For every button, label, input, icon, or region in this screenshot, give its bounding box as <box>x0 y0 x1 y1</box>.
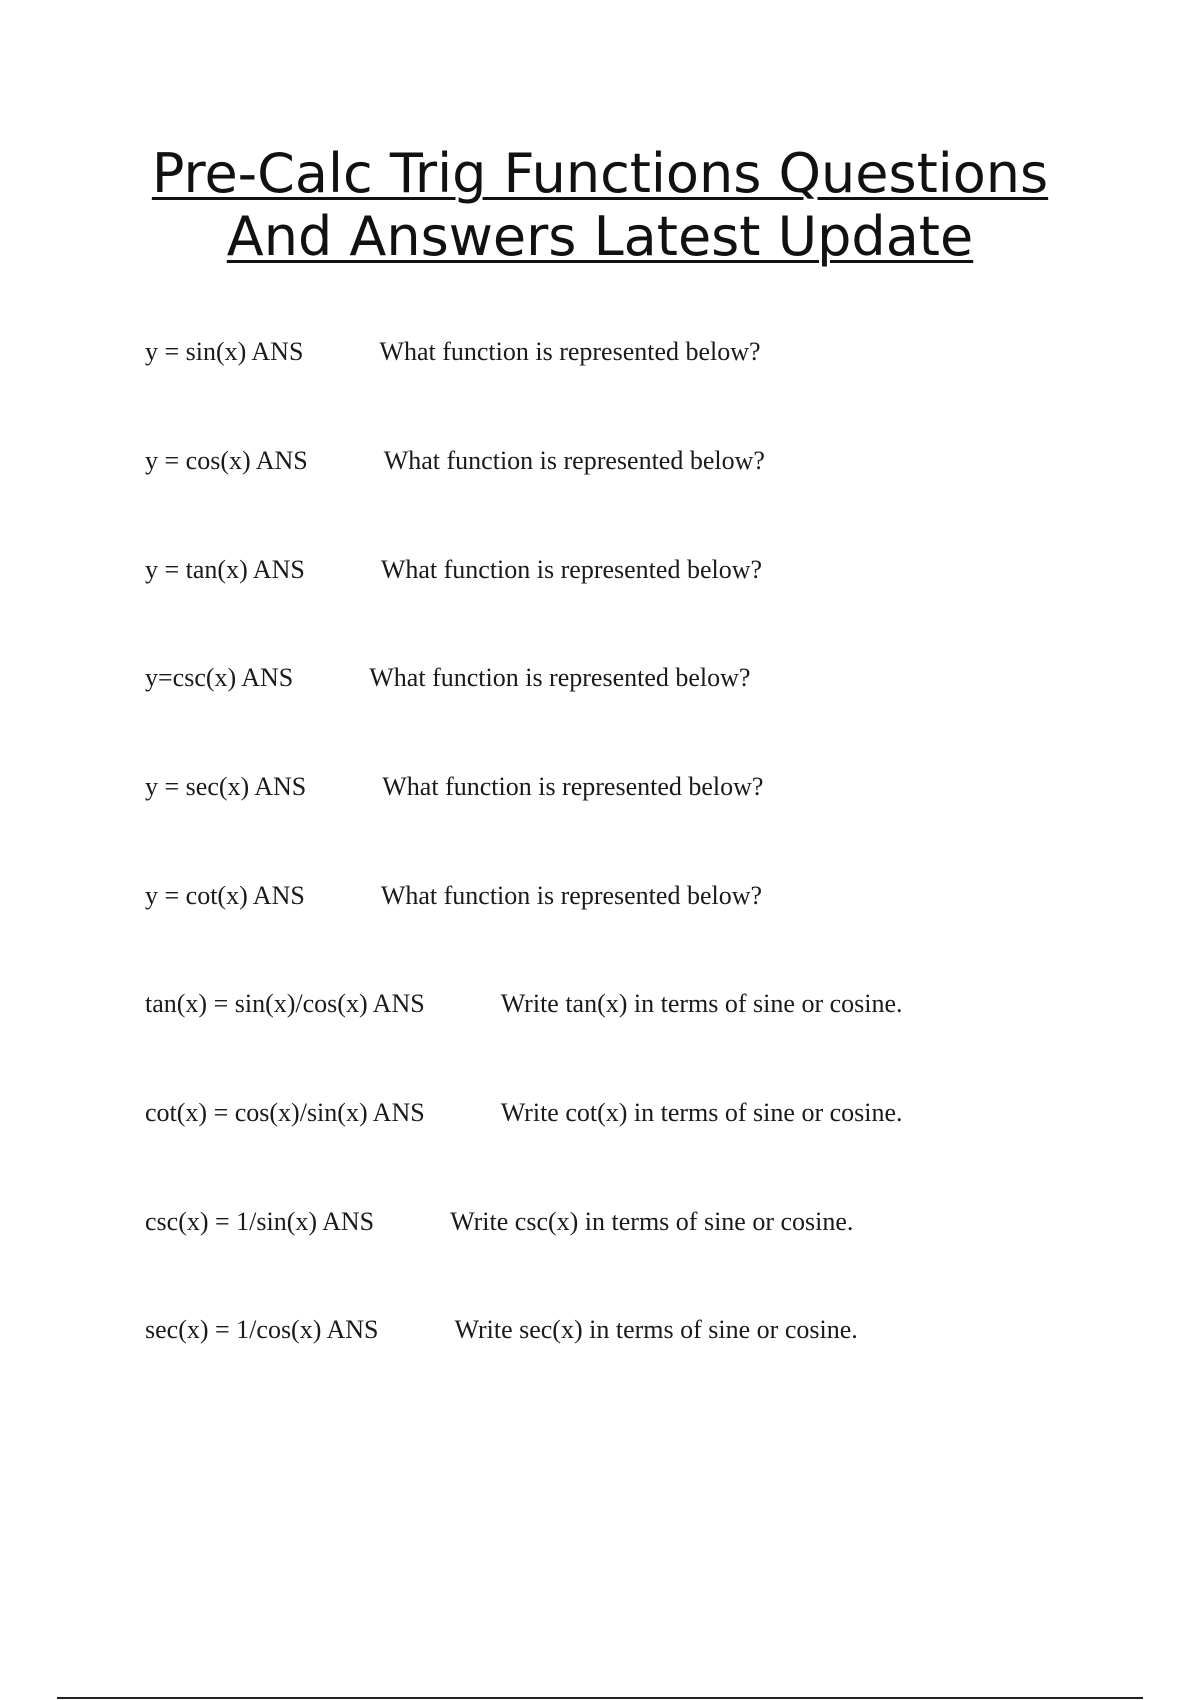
qa-question: What function is represented below? <box>383 446 765 475</box>
qa-item <box>145 984 1145 1024</box>
footer-divider <box>57 1697 1143 1699</box>
qa-question: What function is represented below? <box>369 663 751 692</box>
qa-question: What function is represented below? <box>380 881 763 910</box>
qa-answer: y = sin(x) ANS <box>145 337 304 366</box>
qa-item <box>145 1202 1145 1242</box>
qa-item <box>145 550 1145 590</box>
qa-question: Write sec(x) in terms of sine or cosine. <box>454 1315 858 1344</box>
qa-answer: y = sec(x) ANS <box>145 772 307 801</box>
qa-item <box>145 332 1145 372</box>
qa-item <box>145 658 1145 698</box>
qa-item <box>145 876 1145 916</box>
qa-answer: cot(x) = cos(x)/sin(x) ANS <box>145 1098 425 1127</box>
qa-answer: y = cos(x) ANS <box>145 446 308 475</box>
qa-answer: y = cot(x) ANS <box>145 881 305 910</box>
page-title-line-2: And Answers Latest Update <box>226 205 974 268</box>
qa-item <box>145 1310 1145 1350</box>
qa-question: What function is represented below? <box>379 337 761 366</box>
qa-answer: csc(x) = 1/sin(x) ANS <box>145 1207 375 1236</box>
qa-answer: tan(x) = sin(x)/cos(x) ANS <box>145 989 425 1018</box>
qa-item <box>145 1093 1145 1133</box>
qa-item <box>145 767 1145 807</box>
qa-item <box>145 441 1145 481</box>
qa-answer: y=csc(x) ANS <box>145 663 294 692</box>
qa-question: What function is represented below? <box>382 772 764 801</box>
qa-question: Write tan(x) in terms of sine or cosine. <box>500 989 903 1018</box>
qa-answer: y = tan(x) ANS <box>145 555 305 584</box>
qa-answer: sec(x) = 1/cos(x) ANS <box>145 1315 379 1344</box>
qa-question: Write cot(x) in terms of sine or cosine. <box>500 1098 903 1127</box>
page-title-line-1: Pre-Calc Trig Functions Questions <box>151 142 1049 205</box>
qa-question: What function is represented below? <box>380 555 763 584</box>
qa-question: Write csc(x) in terms of sine or cosine. <box>450 1207 854 1236</box>
